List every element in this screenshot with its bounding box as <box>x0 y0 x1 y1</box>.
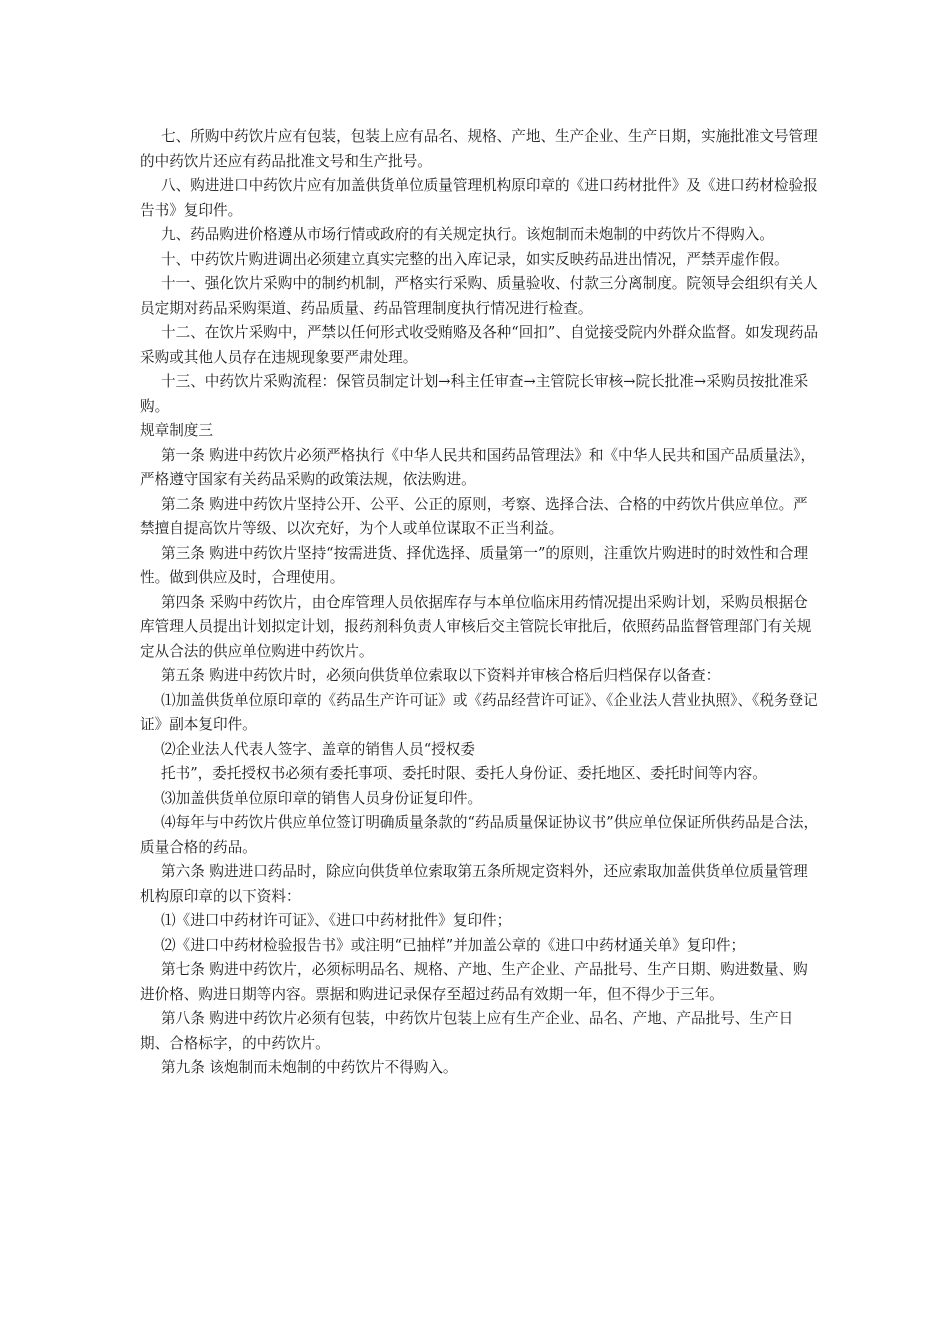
article-5-item-4: ⑷每年与中药饮片供应单位签订明确质量条款的“药品质量保证协议书”供应单位保证所供药品是合法，质量合格的药品。 <box>140 814 819 856</box>
article-5-item-1: ⑴加盖供货单位原印章的《药品生产许可证》或《药品经营许可证》、《企业法人营业执照》、《税务登记证》副本复印件。 <box>140 691 818 733</box>
article-6-item-1: ⑴《进口中药材许可证》、《进口中药材批件》复印件； <box>161 912 512 929</box>
article-6: 第六条 购进进口药品时，除应向供货单位索取第五条所规定资料外，还应索取加盖供货单位质量管理机构原印章的以下资料： <box>140 863 808 905</box>
article-5-item-2-start: ⑵企业法人代表人签字、盖章的销售人员“授权委 <box>161 740 475 758</box>
paragraph-item-8: 八、购进进口中药饮片应有加盖供货单位质量管理机构原印章的《进口药材批件》及《进口药材检验报告书》复印件。 <box>140 177 818 219</box>
article-5-item-3: ⑶加盖供货单位原印章的销售人员身份证复印件。 <box>161 789 483 807</box>
section-heading: 规章制度三 <box>140 422 213 439</box>
paragraph-item-9: 九、药品购进价格遵从市场行情或政府的有关规定执行。该炮制而未炮制的中药饮片不得购入。 <box>161 226 774 243</box>
article-5: 第五条 购进中药饮片时，必须向供货单位索取以下资料并审核合格后归档保存以备查： <box>161 667 721 684</box>
paragraph-item-13: 十三、中药饮片采购流程：保管员制定计划→科主任审查→主管院长审核→院长批准→采购员按批准采购。 <box>140 373 809 415</box>
article-4: 第四条 采购中药饮片，由仓库管理人员依据库存与本单位临床用药情况提出采购计划，采购员根据仓库管理人员提出计划拟定计划，报药剂科负责人审核后交主管院长审批后，依照药品监督管理部门有关规定从合法的供应单位购进中药饮片。 <box>140 593 812 660</box>
article-2: 第二条 购进中药饮片坚持公开、公平、公正的原则，考察、选择合法、合格的中药饮片供应单位。严禁擅自提高饮片等级、以次充好，为个人或单位谋取不正当利益。 <box>140 495 808 537</box>
document-body <box>140 125 820 1081</box>
paragraph-item-12: 十二、在饮片采购中，严禁以任何形式收受贿赂及各种“回扣”、自觉接受院内外群众监督。如发现药品采购或其他人员存在违规现象要严肃处理。 <box>140 324 819 366</box>
paragraph-item-7: 七、所购中药饮片应有包装，包装上应有品名、规格、产地、生产企业、生产日期，实施批准文号管理的中药饮片还应有药品批准文号和生产批号。 <box>140 128 818 170</box>
paragraph-item-11: 十一、强化饮片采购中的制约机制，严格实行采购、质量验收、付款三分离制度。院领导会组织有关人员定期对药品采购渠道、药品质量、药品管理制度执行情况进行检查。 <box>140 275 818 317</box>
article-6-item-2: ⑵《进口中药材检验报告书》或注明“已抽样”并加盖公章的《进口中药材通关单》复印件； <box>161 936 746 954</box>
article-5-item-2-cont: 托书”，委托授权书必须有委托事项、委托时限、委托人身份证、委托地区、委托时间等内容。 <box>161 765 767 782</box>
article-1: 第一条 购进中药饮片必须严格执行《中华人民共和国药品管理法》和《中华人民共和国产品质量法》，严格遵守国家有关药品采购的政策法规，依法购进。 <box>140 446 816 488</box>
article-8: 第八条 购进中药饮片必须有包装，中药饮片包装上应有生产企业、品名、产地、产品批号、生产日期、合格标字，的中药饮片。 <box>140 1010 794 1052</box>
article-3: 第三条 购进中药饮片坚持“按需进货、择优选择、质量第一”的原则，注重饮片购进时的时效性和合理性。做到供应及时，合理使用。 <box>140 544 809 586</box>
article-7: 第七条 购进中药饮片，必须标明品名、规格、产地、生产企业、产品批号、生产日期、购进数量、购进价格、购进日期等内容。票据和购进记录保存至超过药品有效期一年，但不得少于三年。 <box>140 961 808 1003</box>
article-9: 第九条 该炮制而未炮制的中药饮片不得购入。 <box>161 1059 458 1076</box>
paragraph-item-10: 十、中药饮片购进调出必须建立真实完整的出入库记录，如实反映药品进出情况，严禁弄虚作假。 <box>161 250 789 268</box>
